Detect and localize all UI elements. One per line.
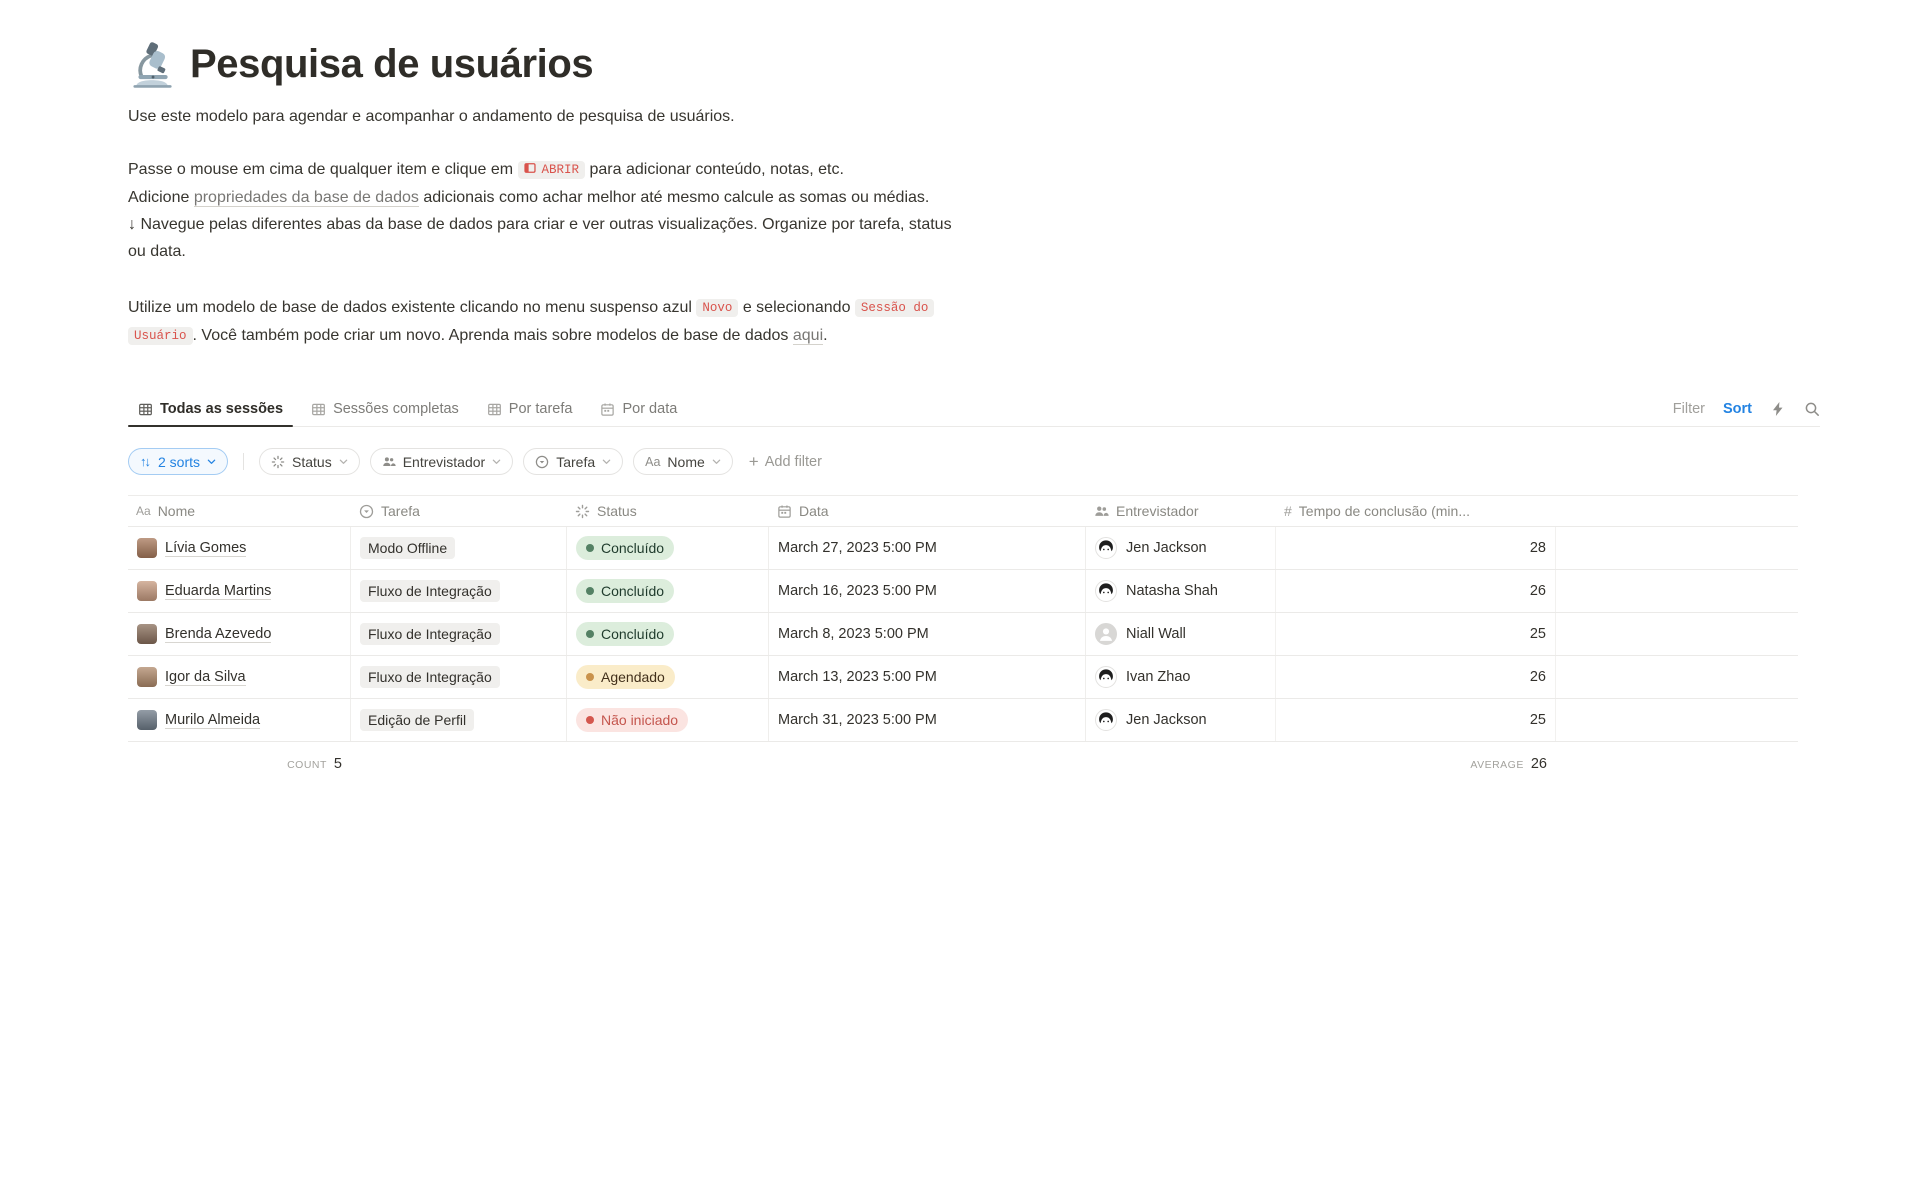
average-label: AVERAGE	[1470, 759, 1524, 771]
chevron-down-icon	[492, 457, 501, 466]
session-date: March 8, 2023 5:00 PM	[778, 626, 929, 642]
table-row	[128, 527, 1798, 570]
status-cell[interactable]	[567, 527, 769, 569]
session-name-link[interactable]: Eduarda Martins	[165, 582, 272, 599]
session-name-link[interactable]: Murilo Almeida	[165, 711, 261, 728]
column-header-status[interactable]: Status	[567, 503, 769, 519]
tab-por-tarefa[interactable]	[477, 394, 583, 426]
select-icon	[535, 455, 549, 469]
table-row	[128, 699, 1798, 742]
microscope-icon	[128, 40, 176, 88]
tarefa-cell[interactable]	[351, 656, 567, 698]
tab-por-data[interactable]	[590, 394, 687, 426]
row-filler	[1556, 699, 1798, 741]
filter-button[interactable]: Filter	[1672, 401, 1705, 417]
tempo-cell[interactable]: 28	[1276, 527, 1556, 569]
sorts-chip-label: 2 sorts	[158, 453, 201, 470]
chip-label: Entrevistador	[402, 453, 486, 470]
column-header-data[interactable]: Data	[769, 503, 1086, 519]
tarefa-tag: Fluxo de Integração	[360, 623, 500, 645]
tarefa-tag: Edição de Perfil	[360, 709, 474, 731]
text-icon: Aa	[645, 454, 661, 469]
column-header-nome[interactable]: Aa Nome	[136, 503, 196, 519]
table-row	[128, 613, 1798, 656]
intro-text: Adicione	[128, 189, 190, 206]
table-row	[128, 656, 1798, 699]
data-cell[interactable]	[769, 656, 1086, 698]
entrevistador-filter-chip[interactable]	[370, 448, 513, 475]
intro-line-1	[128, 156, 1273, 184]
entrevistador-cell[interactable]	[1086, 613, 1276, 655]
chevron-down-icon	[712, 457, 721, 466]
template-text: . Você também pode criar um novo. Aprenda mais sobre modelos de base de dados	[192, 327, 789, 344]
data-cell[interactable]	[769, 570, 1086, 612]
status-dot-icon	[586, 544, 594, 552]
aqui-link[interactable]: aqui	[792, 327, 824, 344]
count-calculation[interactable]	[128, 756, 351, 772]
data-cell[interactable]	[769, 613, 1086, 655]
novo-badge: Novo	[696, 299, 738, 317]
tab-label: Todas as sessões	[160, 401, 284, 417]
intro-line-2	[128, 184, 1273, 211]
text-icon: Aa	[136, 504, 151, 518]
table-icon	[138, 402, 153, 417]
entrevistador-cell[interactable]	[1086, 699, 1276, 741]
abrir-badge: ABRIR	[518, 161, 586, 179]
session-date: March 27, 2023 5:00 PM	[778, 540, 937, 556]
nome-cell[interactable]	[128, 699, 351, 741]
avatar	[137, 538, 157, 558]
status-badge: Concluído	[576, 622, 674, 646]
template-text: e selecionando	[742, 299, 851, 316]
tarefa-cell[interactable]	[351, 570, 567, 612]
row-filler	[1556, 613, 1798, 655]
intro-text: Passe o mouse em cima de qualquer item e clique em	[128, 161, 514, 178]
database-properties-link[interactable]: propriedades da base de dados	[193, 189, 419, 206]
chip-label: Status	[292, 453, 332, 470]
search-icon[interactable]	[1804, 401, 1820, 417]
tab-label: Por tarefa	[508, 401, 573, 417]
tarefa-tag: Fluxo de Integração	[360, 580, 500, 602]
tempo-cell[interactable]: 26	[1276, 570, 1556, 612]
sessao-badge-part2: Usuário	[128, 327, 193, 345]
status-cell[interactable]	[567, 656, 769, 698]
avatar	[137, 667, 157, 687]
average-calculation[interactable]	[1276, 756, 1556, 772]
tempo-cell[interactable]: 25	[1276, 613, 1556, 655]
status-badge: Concluído	[576, 536, 674, 560]
template-text: Utilize um modelo de base de dados existente clicando no menu suspenso azul	[128, 299, 692, 316]
interviewer-name: Jen Jackson	[1126, 712, 1207, 728]
entrevistador-cell[interactable]	[1086, 570, 1276, 612]
calendar-icon	[777, 504, 792, 519]
table-icon	[311, 402, 326, 417]
interviewer-avatar	[1095, 537, 1117, 559]
template-paragraph	[128, 294, 1273, 350]
count-label: COUNT	[287, 759, 327, 771]
view-tabs	[128, 394, 687, 426]
people-icon	[1094, 504, 1109, 519]
chip-label: Nome	[667, 453, 705, 470]
intro-text: adicionais como achar melhor até mesmo calcule as somas ou médias.	[423, 189, 930, 206]
nome-cell[interactable]	[128, 613, 351, 655]
table-header-row	[128, 495, 1798, 527]
template-text: .	[823, 327, 828, 344]
divider	[243, 453, 244, 470]
session-date: March 31, 2023 5:00 PM	[778, 712, 937, 728]
count-value: 5	[333, 756, 342, 772]
interviewer-name: Niall Wall	[1126, 626, 1186, 642]
tarefa-tag: Fluxo de Integração	[360, 666, 500, 688]
status-dot-icon	[586, 716, 594, 724]
template-line-2	[128, 322, 1273, 350]
nome-cell[interactable]	[128, 570, 351, 612]
intro-line-4: ou data.	[128, 243, 186, 260]
sort-arrows-icon: ↑↓	[140, 454, 149, 469]
status-dot-icon	[586, 587, 594, 595]
sessao-badge-part1: Sessão do	[855, 299, 935, 317]
row-filler	[1556, 527, 1798, 569]
table-row	[128, 570, 1798, 613]
entrevistador-cell[interactable]	[1086, 656, 1276, 698]
plus-icon: +	[748, 451, 759, 471]
template-line-1	[128, 294, 1273, 322]
tarefa-cell[interactable]	[351, 613, 567, 655]
status-icon	[271, 455, 285, 469]
status-dot-icon	[586, 630, 594, 638]
tempo-cell[interactable]: 25	[1276, 699, 1556, 741]
nome-cell[interactable]	[128, 656, 351, 698]
status-filter-chip[interactable]	[259, 448, 360, 475]
calendar-icon	[600, 402, 615, 417]
sessions-table	[128, 495, 1798, 786]
zap-icon[interactable]	[1770, 401, 1786, 417]
status-cell[interactable]	[567, 570, 769, 612]
session-date: March 16, 2023 5:00 PM	[778, 583, 937, 599]
table-icon	[487, 402, 502, 417]
column-header-tempo[interactable]: # Tempo de conclusão (min...	[1284, 503, 1470, 519]
select-icon	[359, 504, 374, 519]
chevron-down-icon	[339, 457, 348, 466]
row-filler	[1556, 656, 1798, 698]
session-name-link[interactable]: Brenda Azevedo	[165, 625, 272, 642]
nome-cell[interactable]	[128, 527, 351, 569]
table-footer	[128, 742, 1798, 786]
interviewer-avatar	[1095, 623, 1117, 645]
interviewer-avatar	[1095, 666, 1117, 688]
view-actions	[1673, 401, 1820, 426]
sorts-chip[interactable]	[128, 448, 228, 475]
session-name-link[interactable]: Igor da Silva	[165, 668, 246, 685]
status-cell[interactable]	[567, 613, 769, 655]
intro-paragraph	[128, 156, 1273, 265]
chip-label: Tarefa	[556, 453, 596, 470]
tarefa-filter-chip[interactable]	[523, 448, 623, 475]
tarefa-cell[interactable]	[351, 699, 567, 741]
avatar	[137, 710, 157, 730]
add-filter-button[interactable]	[749, 452, 822, 472]
entrevistador-cell[interactable]	[1086, 527, 1276, 569]
nome-filter-chip[interactable]	[633, 448, 733, 475]
status-cell[interactable]	[567, 699, 769, 741]
tempo-cell[interactable]: 26	[1276, 656, 1556, 698]
sort-button[interactable]: Sort	[1723, 401, 1752, 417]
column-header-tarefa[interactable]: Tarefa	[351, 503, 567, 519]
table-body	[128, 527, 1798, 742]
row-filler	[1556, 570, 1798, 612]
average-value: 26	[1530, 756, 1547, 772]
chevron-down-icon	[207, 457, 216, 466]
avatar	[137, 624, 157, 644]
session-name-link[interactable]: Lívia Gomes	[165, 539, 247, 556]
view-bar	[128, 394, 1820, 427]
tab-label: Por data	[622, 401, 678, 417]
tarefa-cell[interactable]	[351, 527, 567, 569]
interviewer-avatar	[1095, 709, 1117, 731]
data-cell[interactable]	[769, 699, 1086, 741]
status-badge: Concluído	[576, 579, 674, 603]
status-icon	[575, 504, 590, 519]
tab-sessoes-completas[interactable]	[301, 394, 469, 426]
page-header	[128, 40, 1820, 88]
tarefa-tag: Modo Offline	[360, 537, 455, 559]
interviewer-name: Ivan Zhao	[1126, 669, 1191, 685]
filter-bar	[128, 448, 1820, 475]
intro-line-3: ↓ Navegue pelas diferentes abas da base de dados para criar e ver outras visualizações. Organize por tarefa, status	[128, 216, 952, 233]
status-dot-icon	[586, 673, 594, 681]
page-title: Pesquisa de usuários	[190, 41, 594, 86]
status-badge: Agendado	[576, 665, 675, 689]
session-date: March 13, 2023 5:00 PM	[778, 669, 937, 685]
number-icon: #	[1284, 503, 1292, 519]
intro-text: para adicionar conteúdo, notas, etc.	[589, 161, 844, 178]
tab-todas-as-sessoes[interactable]	[128, 394, 293, 426]
tab-label: Sessões completas	[333, 401, 459, 417]
column-header-entrevistador[interactable]: Entrevistador	[1086, 503, 1276, 519]
chevron-down-icon	[602, 457, 611, 466]
interviewer-name: Jen Jackson	[1126, 540, 1207, 556]
add-filter-label: Add filter	[764, 453, 822, 470]
people-icon	[382, 455, 396, 469]
avatar	[137, 581, 157, 601]
open-icon	[524, 162, 536, 174]
data-cell[interactable]	[769, 527, 1086, 569]
page-subtitle: Use este modelo para agendar e acompanhar o andamento de pesquisa de usuários.	[128, 108, 735, 125]
interviewer-name: Natasha Shah	[1126, 583, 1218, 599]
status-badge: Não iniciado	[576, 708, 688, 732]
interviewer-avatar	[1095, 580, 1117, 602]
